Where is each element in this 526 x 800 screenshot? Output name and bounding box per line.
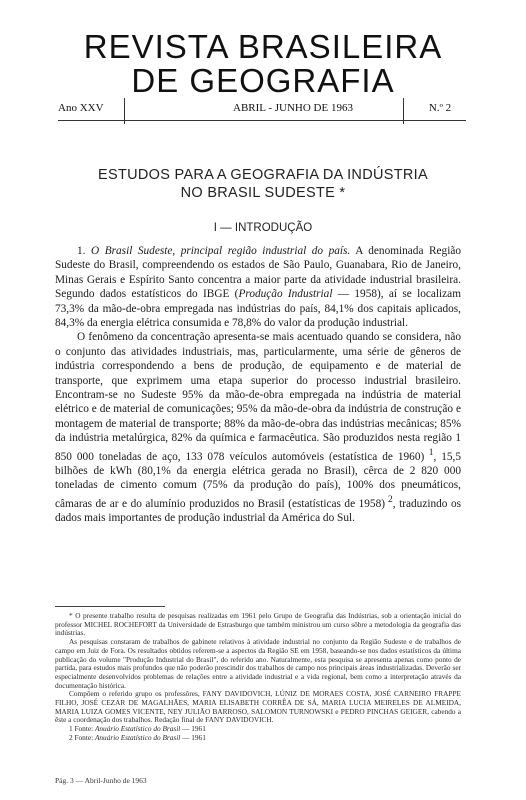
paragraph-number: 1. — [77, 245, 86, 257]
issue-number: N.º 2 — [428, 102, 452, 114]
article-title-line-1: ESTUDOS PARA A GEOGRAFIA DA INDÚSTRIA — [98, 167, 428, 183]
footnote-source-title: Anuário Estatístico do Brasil — [94, 724, 181, 734]
paragraph-text: , 15,5 bilhões de kWh (80,1% da energia elétrica gerada no Brasil), cêrca de 2 820 000 toneladas de cimento comum (75% da produção do país), 100% dos pneumáticos, câmaras de ar e do alumínio produzidos no Brasil (estatísticas de 1958) — [55, 450, 461, 510]
paragraph-heading: O Brasil Sudeste, principal região industrial do país. — [91, 245, 351, 257]
article-body — [55, 244, 461, 525]
footnote-source-label: 2 Fonte: — [69, 732, 94, 742]
footnote-ref: 1 — [424, 447, 434, 458]
footnote: As pesquisas constaram de trabalhos de gabinete relativos à atividade industrial no conjunto da Região Sudeste e de trabalhos de campo em Juiz de Fora. Os resultados obtidos referem-se a aspectos da Região SE em 1958, baseando-se nos dados estatísticos da última publicação do volume "Produção Industrial do Brasil", do referido ano. Naturalmente, esta pesquisa se apresenta apenas como ponto de partida, para estudos mais profundos que não poderão prescindir dos trabalhos de campo nos principais áreas industrializadas. Deverão ser especialmente desenvolvidos problemas de relações entre a atividade industrial e a vida regional, bem como a interpretação através da documentação histórica. — [55, 637, 461, 690]
issue-divider — [403, 98, 404, 124]
page-footer: Pág. 3 — Abril-Junho de 1963 — [55, 776, 147, 785]
footnote-ref: 2 — [384, 494, 393, 505]
issue-divider — [124, 98, 125, 124]
footnote-source — [55, 734, 461, 743]
journal-masthead — [0, 30, 526, 98]
article-title — [40, 166, 486, 202]
section-heading: I — INTRODUÇÃO — [213, 222, 313, 234]
footnote-source-year: — 1961 — [180, 732, 206, 742]
paragraph-text: O fenômeno da concentração apresenta-se mais acentuado quando se considera, não o conjunto das atividades industriais, mas, particularmente, uma série de gêneros de indústria correspondendo a bens de produção, de equipamento e de material de transporte, que exprimem uma etapa superior do processo industrial brasileiro. Encontram-se no Sudeste 95% da mão-de-obra empregada na indústria de material elétrico e de material de comunicações; 95% da mão-de-obra da indústria de construção e montagem de material de transporte; 88% da mão-de-obra das indústrias mecânicas; 85% da indústria metalúrgica, 82% da química e farmacêutica. São produzidos nesta região 1 850 000 toneladas de aço, 133 078 veículos automóveis (estatística de 1960) — [55, 331, 461, 463]
paragraph — [55, 244, 461, 330]
paragraph-text: — 1958), aí se localizam 73,3% da mão-de-obra empregada nas indústrias do país, 84,1% dos capitais aplicados, 84,3% da energia elétrica consumida e 78,8% do valor da produção industrial. — [55, 288, 461, 330]
issue-info-bar — [58, 98, 466, 121]
footnote: Compõem o referido grupo os professôres, FANY DAVIDOVICH, LÚNIZ DE MORAES COSTA, JOSÉ CARNEIRO FRAPPE FILHO, JOSÉ CEZAR DE MAGALHÃES, MARIA ELISABETH CORRÊA DE SÁ, MARIA LUCIA MEIRELES DE ALMEIDA, MARIA LUIZA GOMES VICENTE, NEY JULIÃO BARROSO, SALOMON TURNOWSKI e PEDRO PINCHAS GEIGER, cabendo a êste a coordenação dos trabalhos. Redação final de FANY DAVIDOVICH. — [55, 689, 461, 725]
paragraph-text: , traduzindo os dados mais importantes de produção industrial da América do Sul. — [55, 497, 461, 524]
issue-volume: Ano XXV — [58, 102, 104, 114]
paragraph-text: A denominada Região Sudeste do Brasil, compreendendo os estados de São Paulo, Guanabara, Rio de Janeiro, Minas Gerais e Espírito Santo concentra a maior parte da atividade industrial brasileira. Segundo dados estatísticos do IBGE ( — [55, 245, 462, 301]
footnote-source-year: — 1961 — [180, 724, 206, 734]
source-title: Produção Industrial — [238, 288, 333, 301]
issue-date: ABRIL - JUNHO DE 1963 — [233, 102, 353, 114]
paragraph — [55, 330, 461, 525]
footnote-separator — [55, 606, 165, 607]
journal-title-line-2: DE GEOGRAFIA — [131, 62, 395, 99]
footnotes — [55, 612, 461, 743]
footnote-source-title: Anuário Estatístico do Brasil — [94, 732, 181, 742]
title-footnote-mark: * — [335, 185, 346, 201]
journal-title-line-1: REVISTA BRASILEIRA — [83, 28, 443, 65]
article-title-line-2: NO BRASIL SUDESTE — [180, 185, 336, 201]
footnote: * O presente trabalho resulta de pesquisas realizadas em 1961 pelo Grupo de Geografia das Indústrias, sob a orientação inicial do professor MICHEL ROCHEFORT da Universidade de Estrasburgo que também ministrou um curso sôbre a metodologia da geografia das indústrias. — [55, 611, 461, 638]
footnote-source-label: 1 Fonte: — [69, 724, 94, 734]
